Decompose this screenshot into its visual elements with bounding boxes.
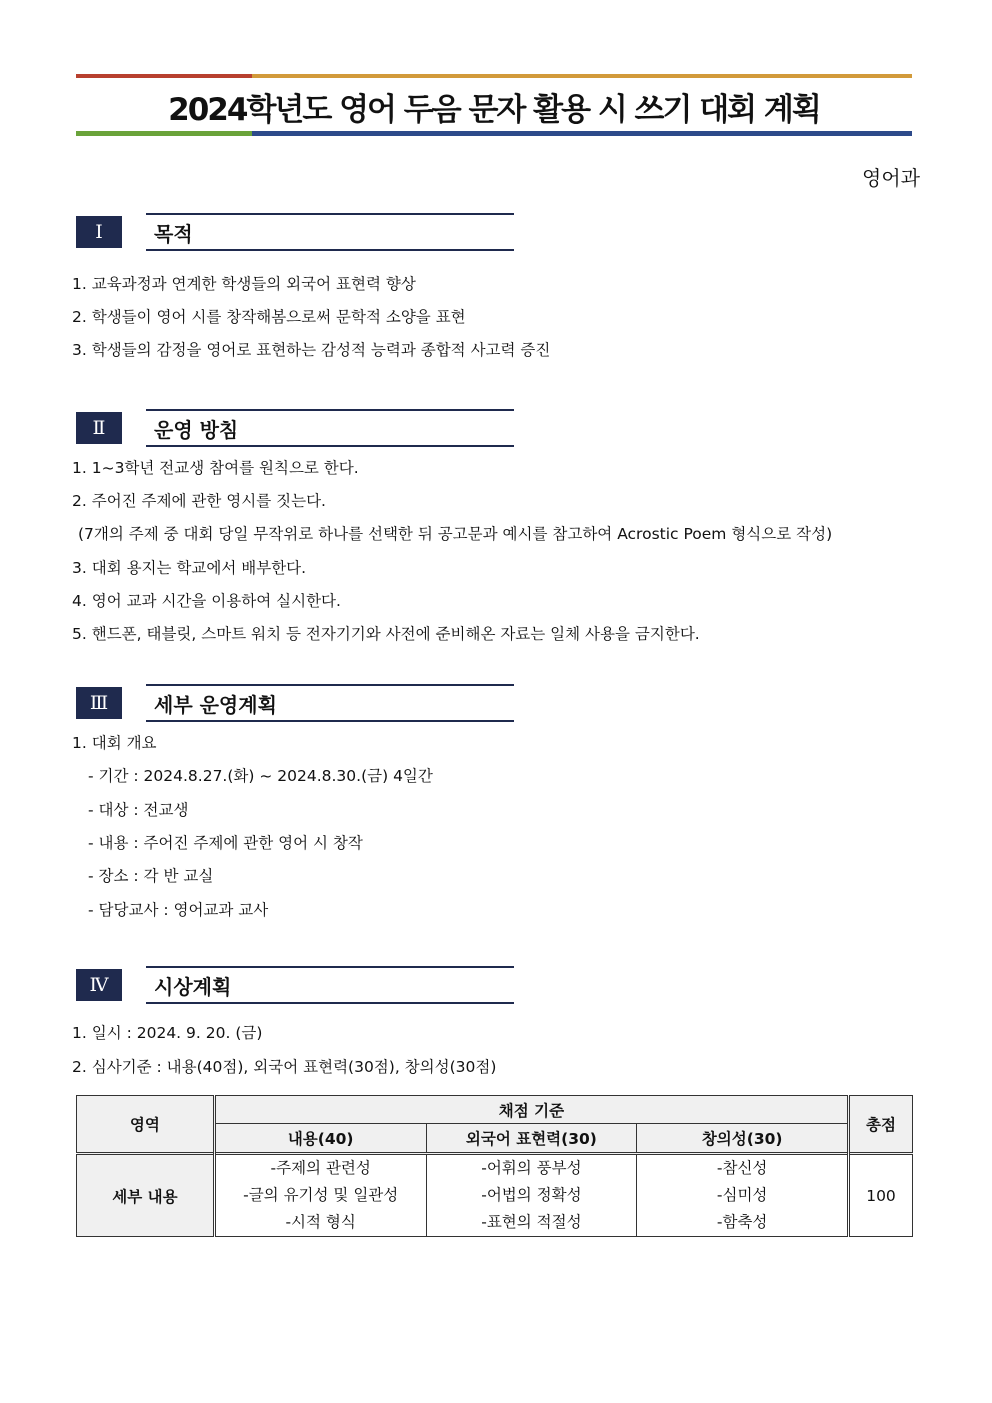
table-header-row [77,1096,913,1124]
criteria-item: -어휘의 풍부성 [481,1159,582,1177]
section-2-line: 3. 대회 용지는 학교에서 배부한다. [72,559,307,577]
total-score: 100 [849,1154,913,1237]
criteria-item: -어법의 정확성 [481,1186,582,1204]
section-4-title: 시상계획 [154,975,232,999]
section-2-numeral: Ⅱ [76,412,122,444]
section-1-numeral: Ⅰ [76,216,122,248]
area-header: 영역 [77,1096,215,1154]
section-3-subline: - 장소 : 각 반 교실 [88,867,214,885]
section-2-title: 운영 방침 [154,418,239,442]
title-top-bar-red [76,74,252,78]
criteria-item: -표현의 적절성 [481,1213,582,1231]
section-2-line: 4. 영어 교과 시간을 이용하여 실시한다. [72,592,341,610]
table-row [77,1154,913,1237]
section-2-title-box [146,409,514,447]
title-bottom-bar-blue [252,131,912,136]
column-header: 내용(40) [214,1124,426,1154]
section-4-line: 1. 일시 : 2024. 9. 20. (금) [72,1024,263,1042]
section-1-line: 1. 교육과정과 연계한 학생들의 외국어 표현력 향상 [72,275,416,293]
column-header: 창의성(30) [637,1124,849,1154]
section-3-line: 1. 대회 개요 [72,734,157,752]
section-3-subline: - 담당교사 : 영어교과 교사 [88,901,269,919]
section-1-line: 3. 학생들의 감정을 영어로 표현하는 감성적 능력과 종합적 사고력 증진 [72,341,551,359]
criteria-item: -시적 형식 [285,1213,356,1231]
column-header: 외국어 표현력(30) [426,1124,637,1154]
title-bottom-bar [76,131,912,136]
total-header: 총점 [849,1096,913,1154]
section-3-title-box [146,684,514,722]
section-3-title: 세부 운영계획 [154,693,277,717]
document-title: 2024학년도 영어 두음 문자 활용 시 쓰기 대회 계획 [168,92,820,128]
section-3-subline: - 기간 : 2024.8.27.(화) ~ 2024.8.30.(금) 4일간 [88,767,433,785]
section-2-note: (7개의 주제 중 대회 당일 무작위로 하나를 선택한 뒤 공고문과 예시를 참고하여 Acrostic Poem 형식으로 작성) [78,525,833,543]
department-label: 영어과 [862,166,920,190]
title-bottom-bar-green [76,131,252,136]
section-3-numeral: Ⅲ [76,687,122,719]
title-top-bar-orange [252,74,912,78]
section-1-title: 목적 [154,222,193,246]
criteria-header: 채점 기준 [214,1096,848,1124]
row-label: 세부 내용 [77,1154,215,1237]
section-2-line: 5. 핸드폰, 태블릿, 스마트 워치 등 전자기기와 사전에 준비해온 자료는 일체 사용을 금지한다. [72,625,700,643]
section-3-subline: - 내용 : 주어진 주제에 관한 영어 시 창작 [88,834,363,852]
criteria-item: -참신성 [716,1159,768,1177]
section-2-line: 2. 주어진 주제에 관한 영시를 짓는다. [72,492,326,510]
section-1-title-box [146,213,514,251]
scoring-table [76,1095,913,1237]
criteria-item: -함축성 [716,1213,768,1231]
title-block [76,74,912,136]
criteria-item: -심미성 [716,1186,768,1204]
criteria-item: -주제의 관련성 [270,1159,371,1177]
section-4-line: 2. 심사기준 : 내용(40점), 외국어 표현력(30점), 창의성(30점) [72,1058,497,1076]
content-criteria-cell [214,1154,426,1237]
expression-criteria-cell [426,1154,637,1237]
criteria-item: -글의 유기성 및 일관성 [243,1186,399,1204]
section-1-line: 2. 학생들이 영어 시를 창작해봄으로써 문학적 소양을 표현 [72,308,466,326]
section-3-subline: - 대상 : 전교생 [88,801,189,819]
title-top-bar [76,74,912,78]
creativity-criteria-cell [637,1154,849,1237]
section-2-line: 1. 1~3학년 전교생 참여를 원칙으로 한다. [72,459,359,477]
section-4-numeral: Ⅳ [76,969,122,1001]
section-4-title-box [146,966,514,1004]
